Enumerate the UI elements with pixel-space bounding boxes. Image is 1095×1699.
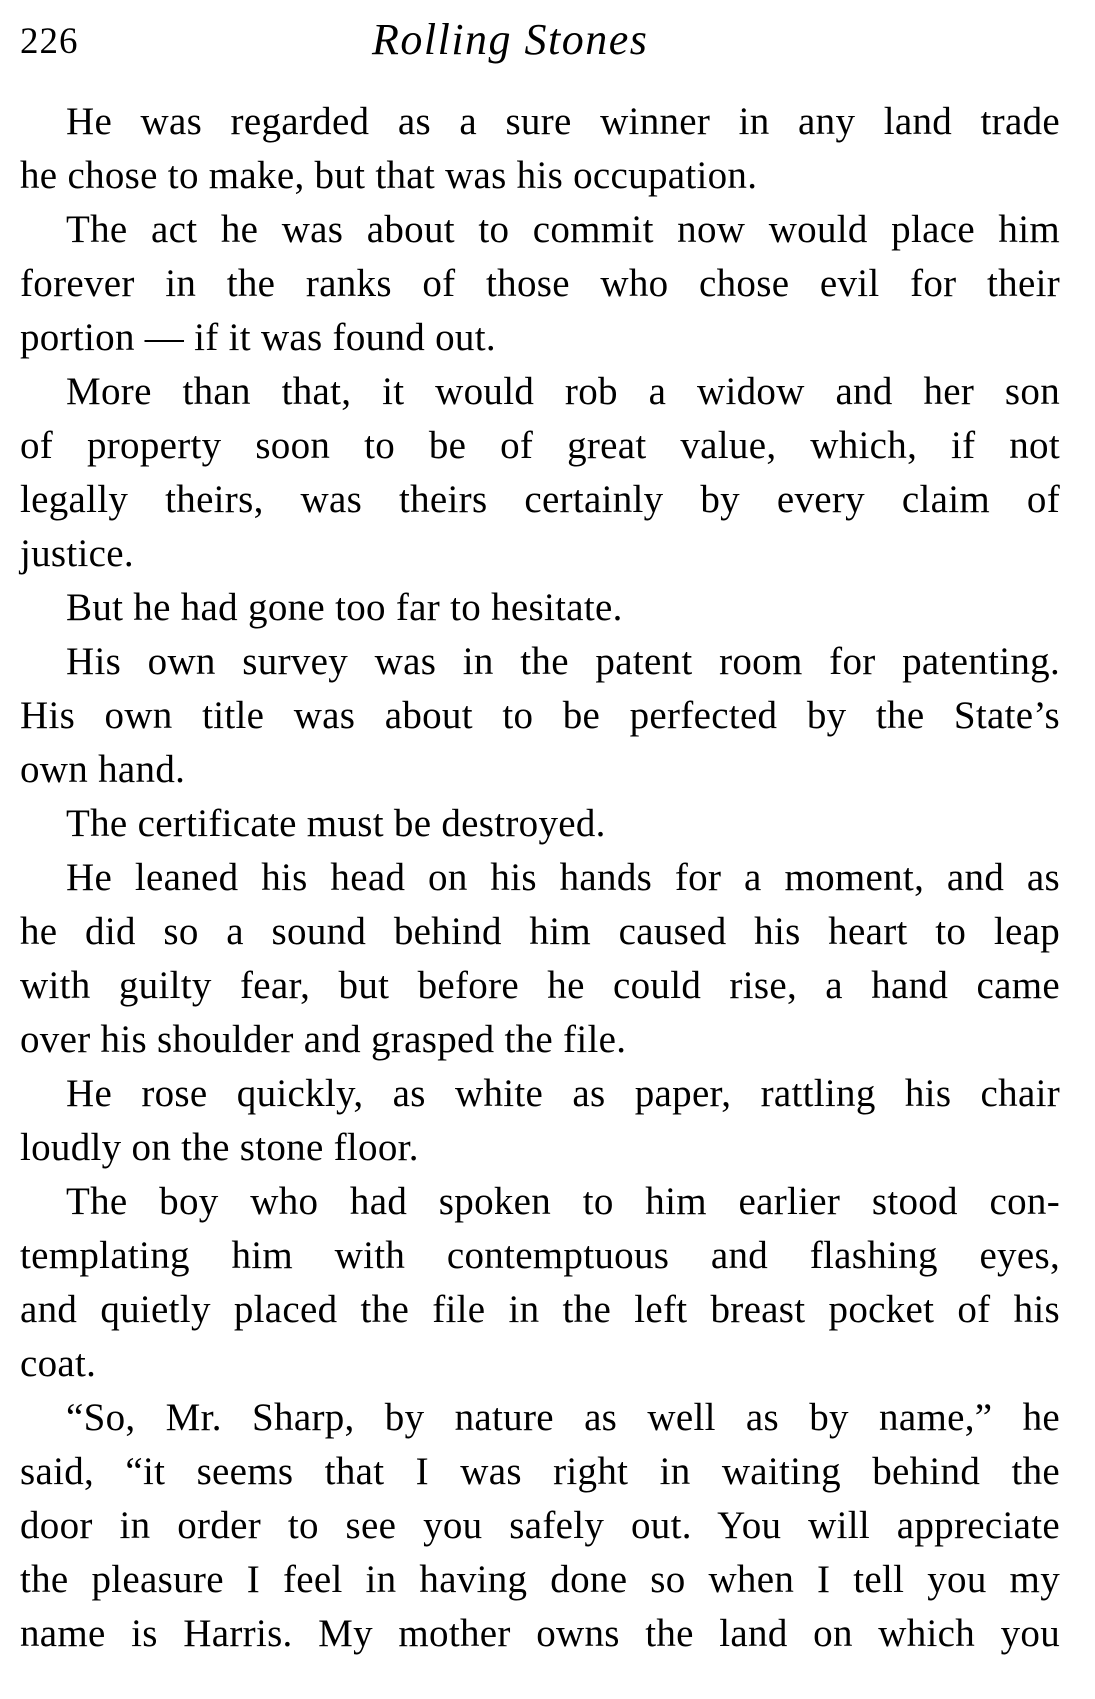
- text-line: More than that, it would rob a widow and her son: [66, 370, 1060, 413]
- text-line: The certificate must be destroyed.: [66, 802, 606, 845]
- paragraph: [20, 581, 1060, 635]
- paragraph: [20, 797, 1060, 851]
- text-line: He leaned his head on his hands for a moment, and as: [66, 856, 1060, 899]
- paragraph: [20, 95, 1060, 203]
- text-line: He rose quickly, as white as paper, rattling his chair: [66, 1072, 1060, 1115]
- text-line: loudly on the stone floor.: [20, 1126, 419, 1169]
- paragraph: [20, 851, 1060, 1067]
- book-page: [20, 0, 1092, 1699]
- running-title: Rolling Stones: [372, 15, 649, 64]
- text-line: But he had gone too far to hesitate.: [66, 586, 623, 629]
- paragraph: [20, 365, 1060, 581]
- text-line: name is Harris. My mother owns the land on which you: [20, 1612, 1060, 1655]
- text-line: legally theirs, was theirs certainly by every claim of: [20, 478, 1060, 521]
- text-line: forever in the ranks of those who chose evil for their: [20, 262, 1060, 305]
- text-line: He was regarded as a sure winner in any land trade: [66, 100, 1060, 143]
- text-line: of property soon to be of great value, which, if not: [20, 424, 1060, 467]
- text-line: coat.: [20, 1342, 97, 1385]
- text-line: “So, Mr. Sharp, by nature as well as by name,” he: [66, 1396, 1060, 1439]
- text-line: templating him with contemptuous and flashing eyes,: [20, 1234, 1060, 1277]
- page-header: [20, 14, 1060, 72]
- paragraph: [20, 1175, 1060, 1391]
- text-line: the pleasure I feel in having done so when I tell you my: [20, 1558, 1060, 1601]
- text-line: The boy who had spoken to him earlier stood con-: [66, 1180, 1060, 1223]
- text-line: and quietly placed the file in the left breast pocket of his: [20, 1288, 1060, 1331]
- page-number: 226: [20, 21, 79, 62]
- text-line: door in order to see you safely out. You will appreciate: [20, 1504, 1060, 1547]
- text-line: he chose to make, but that was his occupation.: [20, 154, 758, 197]
- text-line: own hand.: [20, 748, 186, 791]
- text-line: The act he was about to commit now would place him: [66, 208, 1060, 251]
- paragraph: [20, 203, 1060, 365]
- text-line: His own title was about to be perfected by the State’s: [20, 694, 1060, 737]
- text-line: he did so a sound behind him caused his heart to leap: [20, 910, 1060, 953]
- text-line: portion — if it was found out.: [20, 316, 496, 359]
- text-line: with guilty fear, but before he could rise, a hand came: [20, 964, 1060, 1007]
- text-line: His own survey was in the patent room for patenting.: [66, 640, 1060, 683]
- paragraph: [20, 1391, 1060, 1661]
- text-line: justice.: [20, 532, 134, 575]
- body-text: [20, 95, 1060, 1661]
- text-line: said, “it seems that I was right in waiting behind the: [20, 1450, 1060, 1493]
- text-line: over his shoulder and grasped the file.: [20, 1018, 627, 1061]
- paragraph: [20, 1067, 1060, 1175]
- paragraph: [20, 635, 1060, 797]
